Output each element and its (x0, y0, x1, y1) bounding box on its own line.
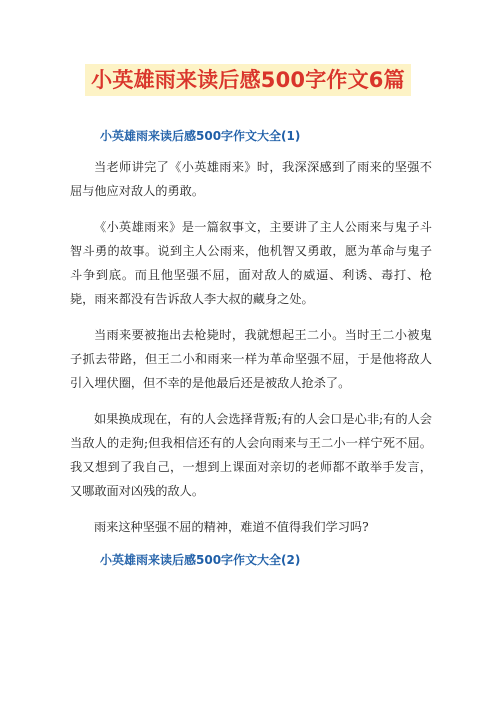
document-title: 小英雄雨来读后感500字作文6篇 (85, 64, 411, 96)
title-wrapper (0, 64, 496, 96)
paragraph: 雨来这种坚强不屈的精神，难道不值得我们学习吗? (94, 520, 369, 534)
paragraph: 如果换成现在，有的人会选择背叛;有的人会口是心非;有的人会当敌人的走狗;但我相信还有的人会向雨来与王二小一样宁死不屈。我又想到了我自己，一想到上课面对亲切的老师都不敢举手发言，又哪敢面对凶残的敌人。 (70, 412, 432, 498)
section-heading: 小英雄雨来读后感500字作文大全(2) (100, 553, 301, 567)
document-body (70, 127, 432, 569)
paragraph: 当老师讲完了《小英雄雨来》时，我深深感到了雨来的坚强不屈与他应对敌人的勇敢。 (70, 160, 432, 198)
section-heading: 小英雄雨来读后感500字作文大全(1) (100, 129, 301, 143)
paragraph: 《小英雄雨来》是一篇叙事文，主要讲了主人公雨来与鬼子斗智斗勇的故事。说到主人公雨来，他机智又勇敢，愿为革命与鬼子斗争到底。而且他坚强不屈，面对敌人的威逼、利诱、毒打、枪毙，雨来都没有告诉敌人李大叔的藏身之处。 (70, 220, 432, 306)
paragraph: 当雨来要被拖出去枪毙时，我就想起王二小。当时王二小被鬼子抓去带路，但王二小和雨来一样为革命坚强不屈，于是他将敌人引入埋伏圈，但不幸的是他最后还是被敌人抢杀了。 (70, 328, 432, 390)
